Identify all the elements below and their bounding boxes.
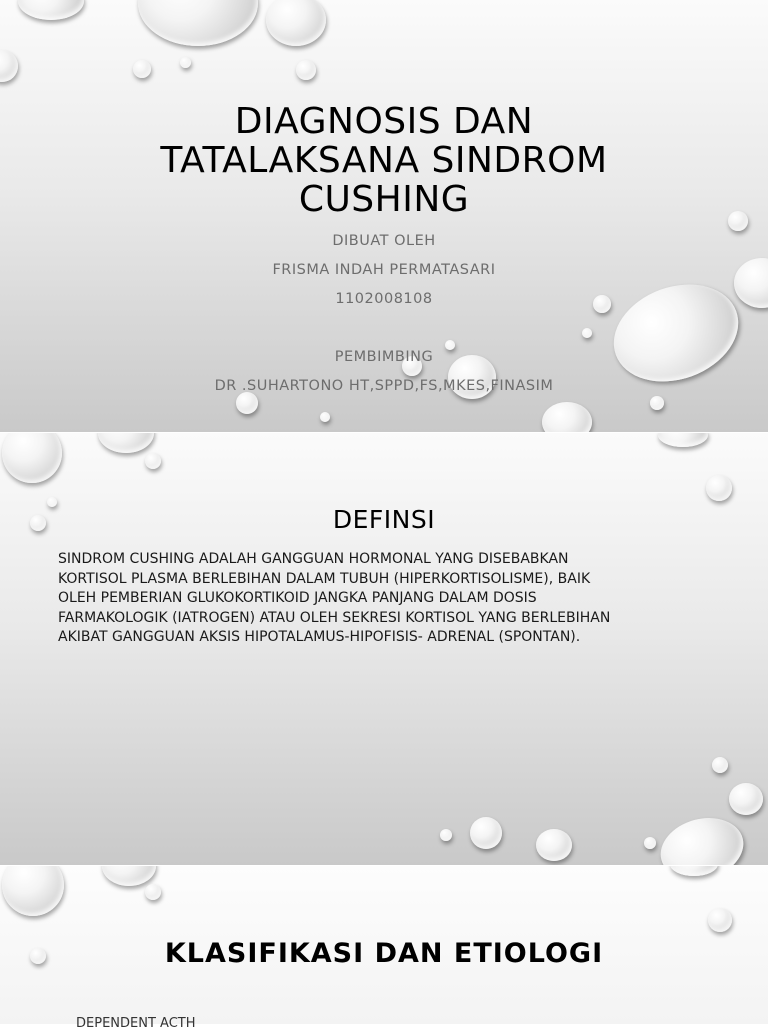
- definition-heading: DEFINSI: [332, 505, 436, 534]
- classification-heading: KLASIFIKASI DAN ETIOLOGI: [164, 938, 604, 969]
- paragraph-line: SINDROM CUSHING ADALAH GANGGUAN HORMONAL YANG DISEBABKAN: [58, 551, 569, 567]
- water-drop-decoration: [536, 829, 572, 861]
- water-drop-decoration: [644, 837, 656, 849]
- title-line: CUSHING: [298, 179, 470, 220]
- water-drop-decoration: [470, 817, 502, 849]
- definition-paragraph: [58, 550, 698, 648]
- water-drop-decoration: [658, 433, 708, 447]
- water-drop-decoration: [133, 60, 151, 78]
- water-drop-decoration: [145, 884, 161, 900]
- water-drop-decoration: [47, 497, 57, 507]
- paragraph-line: FARMAKOLOGIK (IATROGEN) ATAU OLEH SEKRESI KORTISOL YANG BERLEBIHAN: [58, 609, 611, 626]
- paragraph-line: KORTISOL PLASMA BERLEBIHAN DALAM TUBUH (HIPERKORTISOLISME), BAIK: [58, 570, 591, 587]
- water-drop-decoration: [2, 866, 64, 916]
- water-drop-decoration: [2, 433, 62, 483]
- water-drop-decoration: [734, 258, 768, 308]
- water-drop-decoration: [18, 0, 84, 20]
- water-drop-decoration: [320, 412, 330, 422]
- title-line: DIAGNOSIS DAN: [234, 101, 534, 142]
- subtitle-line: DIBUAT OLEH: [332, 233, 436, 249]
- title-line: TATALAKSANA SINDROM: [160, 140, 608, 181]
- water-drop-decoration: [670, 866, 718, 876]
- subtitle-line: PEMBIMBING: [334, 349, 434, 365]
- water-drop-decoration: [440, 829, 452, 841]
- water-drop-decoration: [30, 948, 46, 964]
- water-drop-decoration: [712, 757, 728, 773]
- water-drop-decoration: [0, 50, 18, 82]
- subtitle-line: DR .SUHARTONO HT,SPPD,FS,MKES,FINASIM: [214, 378, 554, 394]
- water-drop-decoration: [728, 211, 748, 231]
- slide-subtitle: [84, 232, 684, 406]
- water-drop-decoration: [729, 783, 763, 815]
- water-drop-decoration: [706, 475, 732, 501]
- water-drop-decoration: [296, 60, 316, 80]
- water-drop-decoration: [266, 0, 326, 46]
- water-drop-decoration: [102, 866, 156, 886]
- water-drop-decoration: [542, 402, 592, 432]
- water-drop-decoration: [138, 0, 258, 46]
- water-drop-decoration: [654, 809, 751, 865]
- bullet-text-cut: DEPENDENT ACTH: [76, 1016, 196, 1031]
- paragraph-line: OLEH PEMBERIAN GLUKOKORTIKOID JANGKA PANJANG DALAM DOSIS: [58, 590, 537, 606]
- subtitle-line: [84, 319, 684, 348]
- subtitle-line: 1102008108: [335, 291, 433, 307]
- slide-title-heading: [84, 102, 684, 219]
- water-drop-decoration: [180, 57, 191, 68]
- subtitle-line: FRISMA INDAH PERMATASARI: [272, 262, 496, 278]
- water-drop-decoration: [145, 453, 161, 469]
- paragraph-line: AKIBAT GANGGUAN AKSIS HIPOTALAMUS-HIPOFISIS- ADRENAL (SPONTAN).: [58, 629, 581, 645]
- slide-definition: [0, 433, 768, 865]
- water-drop-decoration: [98, 433, 154, 453]
- water-drop-decoration: [30, 515, 46, 531]
- water-drop-decoration: [708, 908, 732, 932]
